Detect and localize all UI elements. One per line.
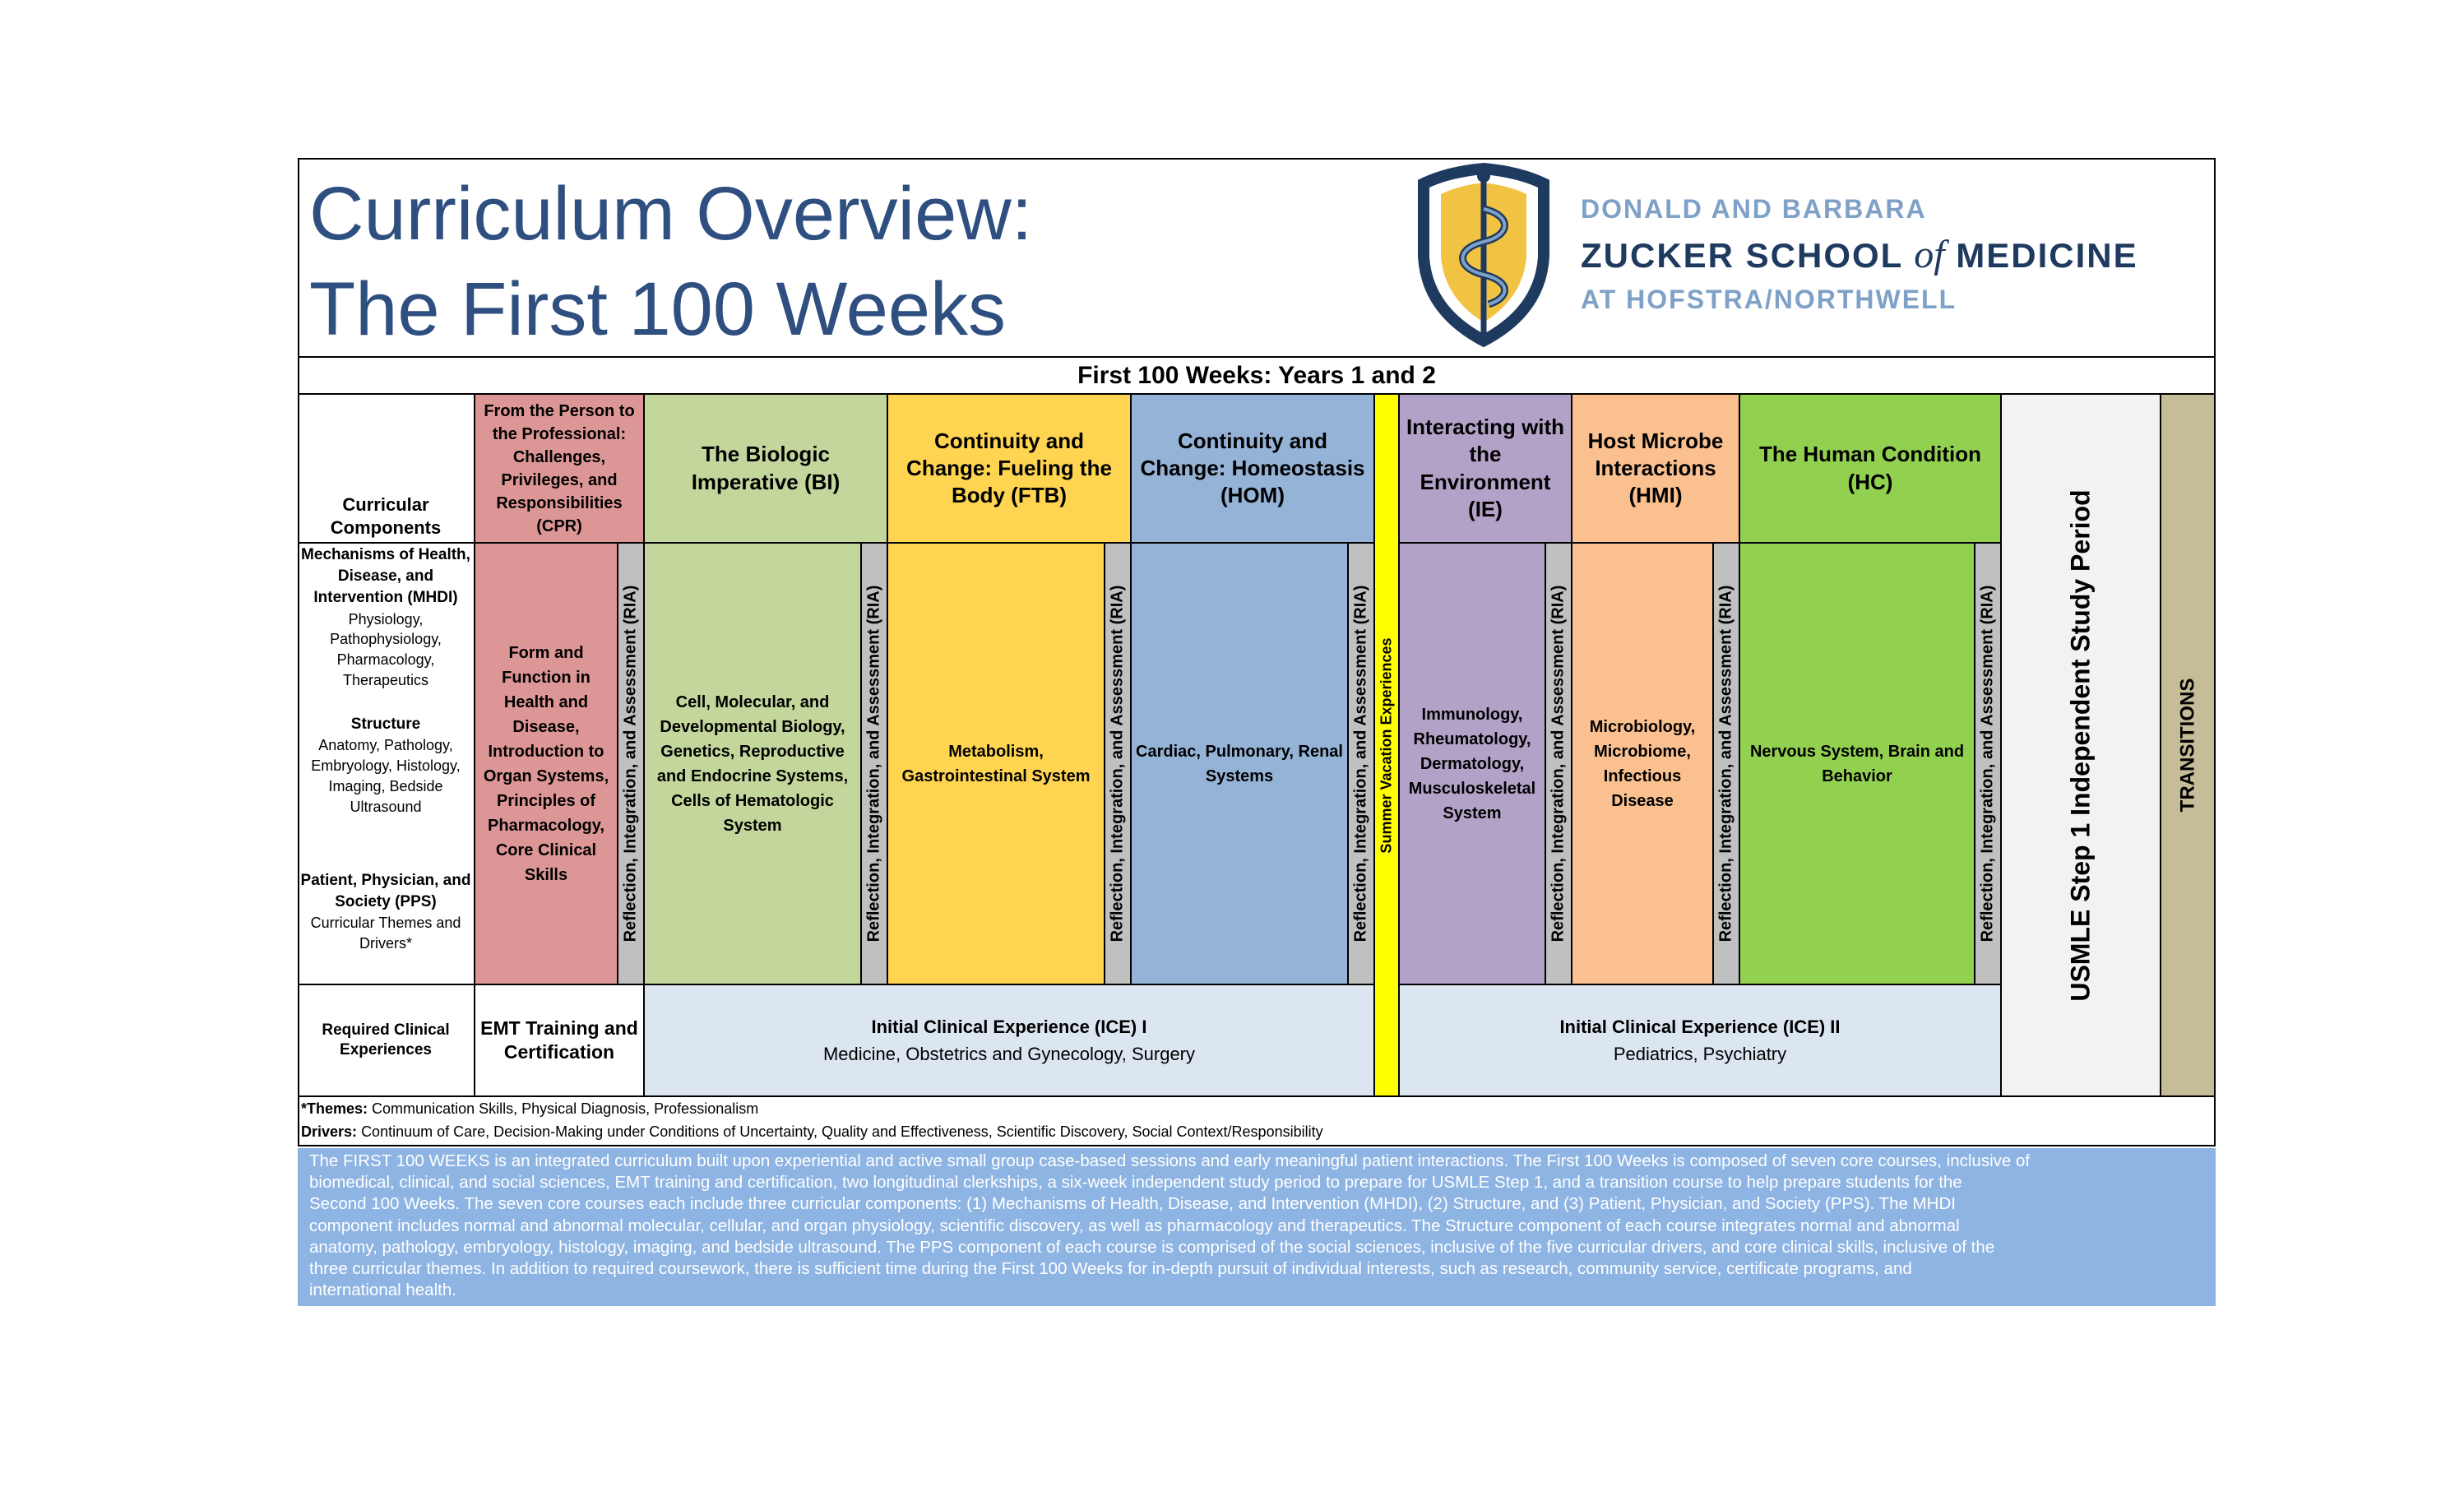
logo-line2-b: of xyxy=(1914,233,1945,276)
ice-2-block xyxy=(1400,985,2000,1095)
course-hc-content: Nervous System, Brain and Behavior xyxy=(1740,544,1974,984)
description-line-4: component includes normal and abnormal molecular, cellular, and organ physiology, scientific discovery, as well as pharmacology and therapeutics. The Structure component of each course integrates normal and abnormal xyxy=(309,1216,1960,1235)
description-line-7: international health. xyxy=(309,1281,456,1300)
mhdi-sub-2: Pathophysiology, xyxy=(330,631,442,648)
divider xyxy=(298,1095,2216,1097)
course-hom-header: Continuity and Change: Homeostasis (HOM) xyxy=(1132,395,1373,542)
course-ie-content: Immunology, Rheumatology, Dermatology, Musculoskeletal System xyxy=(1400,544,1545,984)
course-hmi-header: Host Microbe Interactions (HMI) xyxy=(1572,395,1739,542)
description-line-1: The FIRST 100 WEEKS is an integrated curriculum built upon experiential and active small group case-based sessions and early meaningful patient interactions. The First 100 Weeks is composed of seven core courses, inclusive of xyxy=(309,1151,2031,1170)
course-ftb-header: Continuity and Change: Fueling the Body (FTB) xyxy=(888,395,1130,542)
transitions-band xyxy=(2161,395,2214,1095)
course-ftb-content: Metabolism, Gastrointestinal System xyxy=(888,544,1104,984)
structure-sub-4: Ultrasound xyxy=(350,798,422,815)
logo-line2 xyxy=(1581,232,2138,277)
usmle-study-period xyxy=(2002,395,2160,1095)
ice-1-subtitle: Medicine, Obstetrics and Gynecology, Surgery xyxy=(822,1044,1196,1064)
curricular-components-label: Curricular Components xyxy=(330,493,442,538)
mhdi-description xyxy=(298,544,474,691)
course-cpr-content: Form and Function in Health and Disease, Introduction to Organ Systems, Principles of Pharmacology, Core Clinical Skills xyxy=(475,544,617,984)
themes-footnote xyxy=(301,1100,758,1118)
ria-bi xyxy=(860,544,887,984)
ice-1-title: Initial Clinical Experience (ICE) I xyxy=(871,1017,1147,1037)
transitions-label: TRANSITIONS xyxy=(2176,678,2199,813)
themes-label: *Themes: xyxy=(301,1100,368,1117)
logo-line2-a: ZUCKER SCHOOL xyxy=(1581,236,1903,275)
emt-training: EMT Training and Certification xyxy=(480,1017,638,1063)
ria-hmi-label: Reflection, Integration, and Assessment (RIA) xyxy=(1716,585,1735,943)
ria-cpr xyxy=(617,544,643,984)
course-cpr-header: From the Person to the Professional: Challenges, Privileges, and Responsibilities (CPR) xyxy=(475,395,643,542)
description-line-6: three curricular themes. In addition to required coursework, there is sufficient time during the First 100 Weeks for in-depth pursuit of individual interests, such as research, community service, certificate programs, and xyxy=(309,1259,1912,1279)
logo-line1: DONALD AND BARBARA xyxy=(1581,194,1927,224)
ria-hc-label: Reflection, Integration, and Assessment (RIA) xyxy=(1978,585,1997,943)
mhdi-sub-1: Physiology, xyxy=(348,610,424,628)
ria-hom xyxy=(1347,544,1373,984)
course-hom-content: Cardiac, Pulmonary, Renal Systems xyxy=(1132,544,1347,984)
drivers-footnote xyxy=(301,1123,1323,1141)
description-line-3: Second 100 Weeks. The seven core courses each include three curricular components: (1) Mechanisms of Health, Disease, and Intervention (MHDI), (2) Structure, and (3) Patient, Physician, and Society (PPS). The MHDI xyxy=(309,1194,1956,1214)
page-title-line1: Curriculum Overview: xyxy=(309,172,1033,256)
course-bi-content: Cell, Molecular, and Developmental Biology, Genetics, Reproductive and Endocrine Systems, Cells of Hematologic System xyxy=(645,544,860,984)
mhdi-sub-3: Pharmacology, xyxy=(336,651,435,669)
themes-text: Communication Skills, Physical Diagnosis, Professionalism xyxy=(372,1100,759,1117)
ria-ftb xyxy=(1104,544,1130,984)
ice-2-title: Initial Clinical Experience (ICE) II xyxy=(1559,1017,1841,1037)
ria-hom-label: Reflection, Integration, and Assessment (RIA) xyxy=(1351,585,1370,943)
ria-ie xyxy=(1545,544,1571,984)
course-hmi-content: Microbiology, Microbiome, Infectious Disease xyxy=(1572,544,1712,984)
required-clinical-label: Required Clinical Experiences xyxy=(322,1021,450,1058)
structure-sub-1: Anatomy, Pathology, xyxy=(318,737,453,754)
pps-description xyxy=(298,870,474,954)
logo-line2-c: MEDICINE xyxy=(1956,236,2138,275)
description-line-5: anatomy, pathology, embryology, histology, imaging, and bedside ultrasound. The PPS component of each course is comprised of the social sciences, inclusive of the five curricular drivers, and core clinical skills, inclusive of the xyxy=(309,1237,1995,1257)
curriculum-description xyxy=(298,1148,2216,1306)
structure-sub-3: Imaging, Bedside xyxy=(328,777,443,794)
shield-logo-icon xyxy=(1413,160,1554,350)
mhdi-sub-4: Therapeutics xyxy=(342,672,429,689)
ice-1-block xyxy=(645,985,1373,1095)
mhdi-title: Mechanisms of Health, Disease, and Intervention (MHDI) xyxy=(301,546,470,607)
ria-ie-label: Reflection, Integration, and Assessment (RIA) xyxy=(1549,585,1568,943)
ice-2-subtitle: Pediatrics, Psychiatry xyxy=(1613,1044,1787,1064)
structure-title: Structure xyxy=(350,716,421,733)
course-hc-header: The Human Condition (HC) xyxy=(1740,395,2000,542)
description-line-2: biomedical, clinical, and social sciences, EMT training and certification, two longitudinal clerkships, a six-week independent study period to prepare for USMLE Step 1, and a transition course to help prepare students for the xyxy=(309,1173,1962,1193)
ria-bi-label: Reflection, Integration, and Assessment (RIA) xyxy=(864,585,883,943)
structure-sub-2: Embryology, Histology, xyxy=(311,757,461,775)
ria-hc xyxy=(1974,544,2000,984)
ria-hmi xyxy=(1712,544,1739,984)
drivers-label: Drivers: xyxy=(301,1123,358,1140)
logo-line3: AT HOFSTRA/NORTHWELL xyxy=(1581,285,1957,314)
course-bi-header: The Biologic Imperative (BI) xyxy=(645,395,887,542)
course-ie-header: Interacting with the Environment (IE) xyxy=(1400,395,1571,542)
summer-vacation-band xyxy=(1375,395,1398,1095)
summer-vacation-label: Summer Vacation Experiences xyxy=(1378,637,1395,854)
ria-cpr-label: Reflection, Integration, and Assessment (RIA) xyxy=(621,585,640,943)
usmle-label: USMLE Step 1 Independent Study Period xyxy=(2065,489,2096,1002)
page-title-line2: The First 100 Weeks xyxy=(309,267,1007,351)
ria-ftb-label: Reflection, Integration, and Assessment (RIA) xyxy=(1108,585,1127,943)
drivers-text: Continuum of Care, Decision-Making under Conditions of Uncertainty, Quality and Effectiveness, Scientific Discovery, Social Context/Responsibility xyxy=(361,1123,1323,1140)
pps-sub-1: Curricular Themes and xyxy=(310,915,461,932)
pps-title: Patient, Physician, and Society (PPS) xyxy=(300,872,471,911)
structure-description xyxy=(298,714,474,817)
pps-sub-2: Drivers* xyxy=(359,935,412,952)
section-title: First 100 Weeks: Years 1 and 2 xyxy=(1077,361,1436,389)
